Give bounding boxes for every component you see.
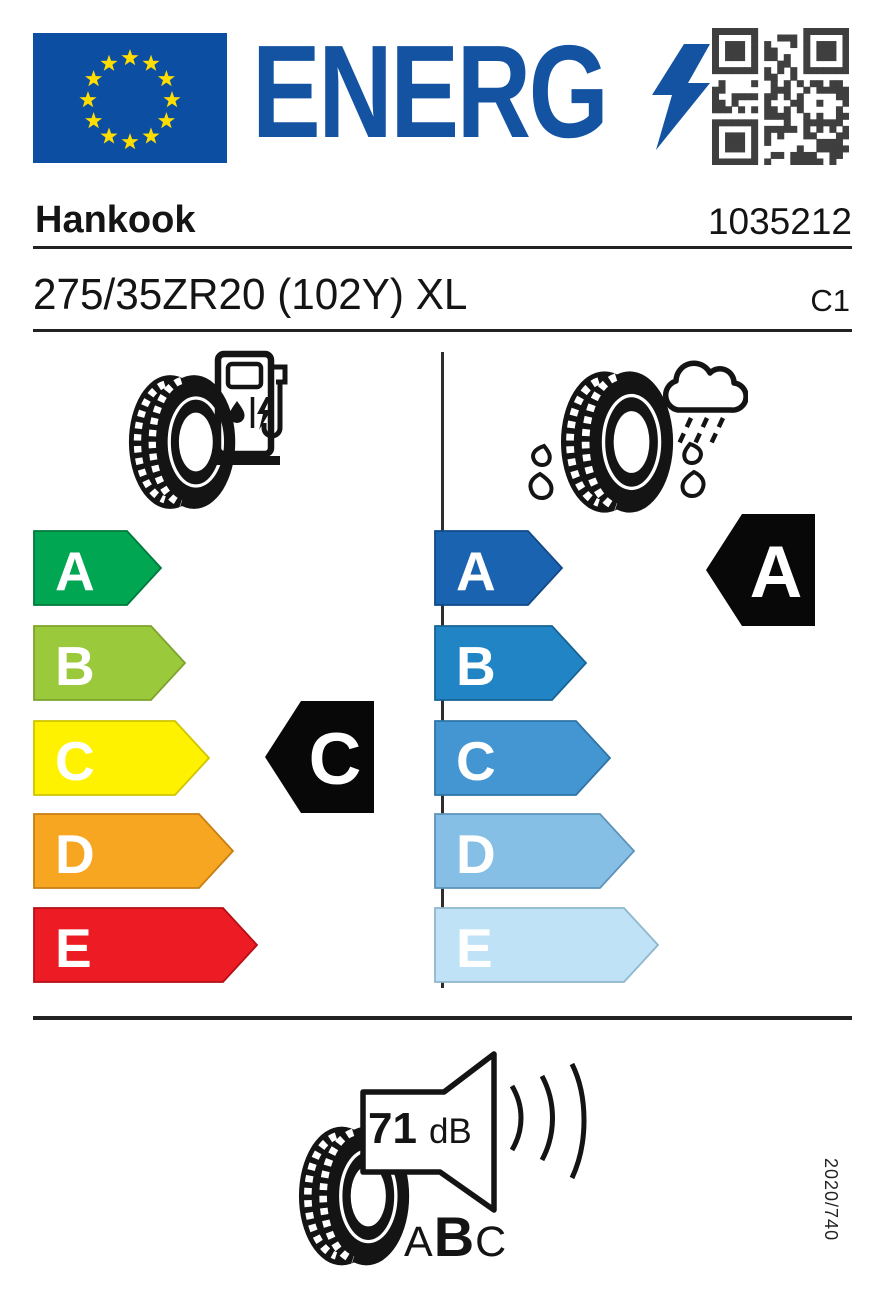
wet-grade-arrow-d [434, 813, 664, 889]
wet-grade-letter: D [456, 823, 496, 885]
noise-level-unit: dB [428, 1112, 472, 1151]
divider-rule [33, 246, 852, 249]
fuel-grade-arrow-b [33, 625, 263, 701]
supplier-brand: Hankook [35, 199, 196, 241]
wet-grade-arrow-c [434, 720, 664, 796]
sound-waves-icon [506, 1054, 601, 1194]
divider-rule [33, 329, 852, 332]
noise-class-b: B [433, 1205, 476, 1268]
tyre-class: C1 [810, 283, 850, 318]
noise-class-c: C [475, 1218, 508, 1266]
fuel-grade-arrow-a [33, 530, 263, 606]
eu-flag-icon [33, 33, 227, 163]
energy-wordmark-text: ENERG [252, 18, 607, 165]
wet-grade-letter: B [456, 635, 496, 697]
fuel-grade-arrow-c [33, 720, 263, 796]
fuel-grade-letter: D [55, 823, 95, 885]
rating-scales-section [0, 350, 886, 1010]
wet-grade-letter: E [456, 917, 493, 979]
wet-grade-arrow-e [434, 907, 664, 983]
tyre-size-designation: 275/35ZR20 (102Y) XL [33, 270, 468, 319]
fuel-grade-letter: B [55, 635, 95, 697]
wet-grade-arrow-b [434, 625, 664, 701]
wet-grip-rating-arrow [704, 513, 817, 627]
wet-grade-letter: A [456, 540, 496, 602]
type-identifier: 1035212 [707, 201, 852, 242]
noise-level-value: 71 [368, 1104, 417, 1153]
fuel-efficiency-rating-arrow [263, 700, 376, 814]
noise-class-a: A [404, 1218, 434, 1266]
fuel-pump-icon [212, 350, 296, 466]
fuel-grade-letter: C [55, 730, 95, 792]
noise-level [368, 1104, 528, 1154]
divider-rule [33, 1016, 852, 1020]
regulation-number: 2020/740 [821, 1158, 841, 1242]
qr-code [712, 28, 849, 165]
lightning-bolt-icon [646, 44, 710, 150]
noise-class-letters [404, 1204, 507, 1269]
rain-cloud-icon [648, 350, 748, 452]
wet-grip-rating-letter: A [749, 532, 803, 613]
fuel-grade-letter: E [55, 917, 92, 979]
fuel-grade-arrow-d [33, 813, 263, 889]
energy-wordmark [252, 18, 706, 165]
fuel-efficiency-rating-letter: C [308, 719, 362, 800]
fuel-grade-letter: A [55, 540, 95, 602]
fuel-grade-arrow-e [33, 907, 263, 983]
wet-grade-letter: C [456, 730, 496, 792]
wet-grade-arrow-a [434, 530, 664, 606]
